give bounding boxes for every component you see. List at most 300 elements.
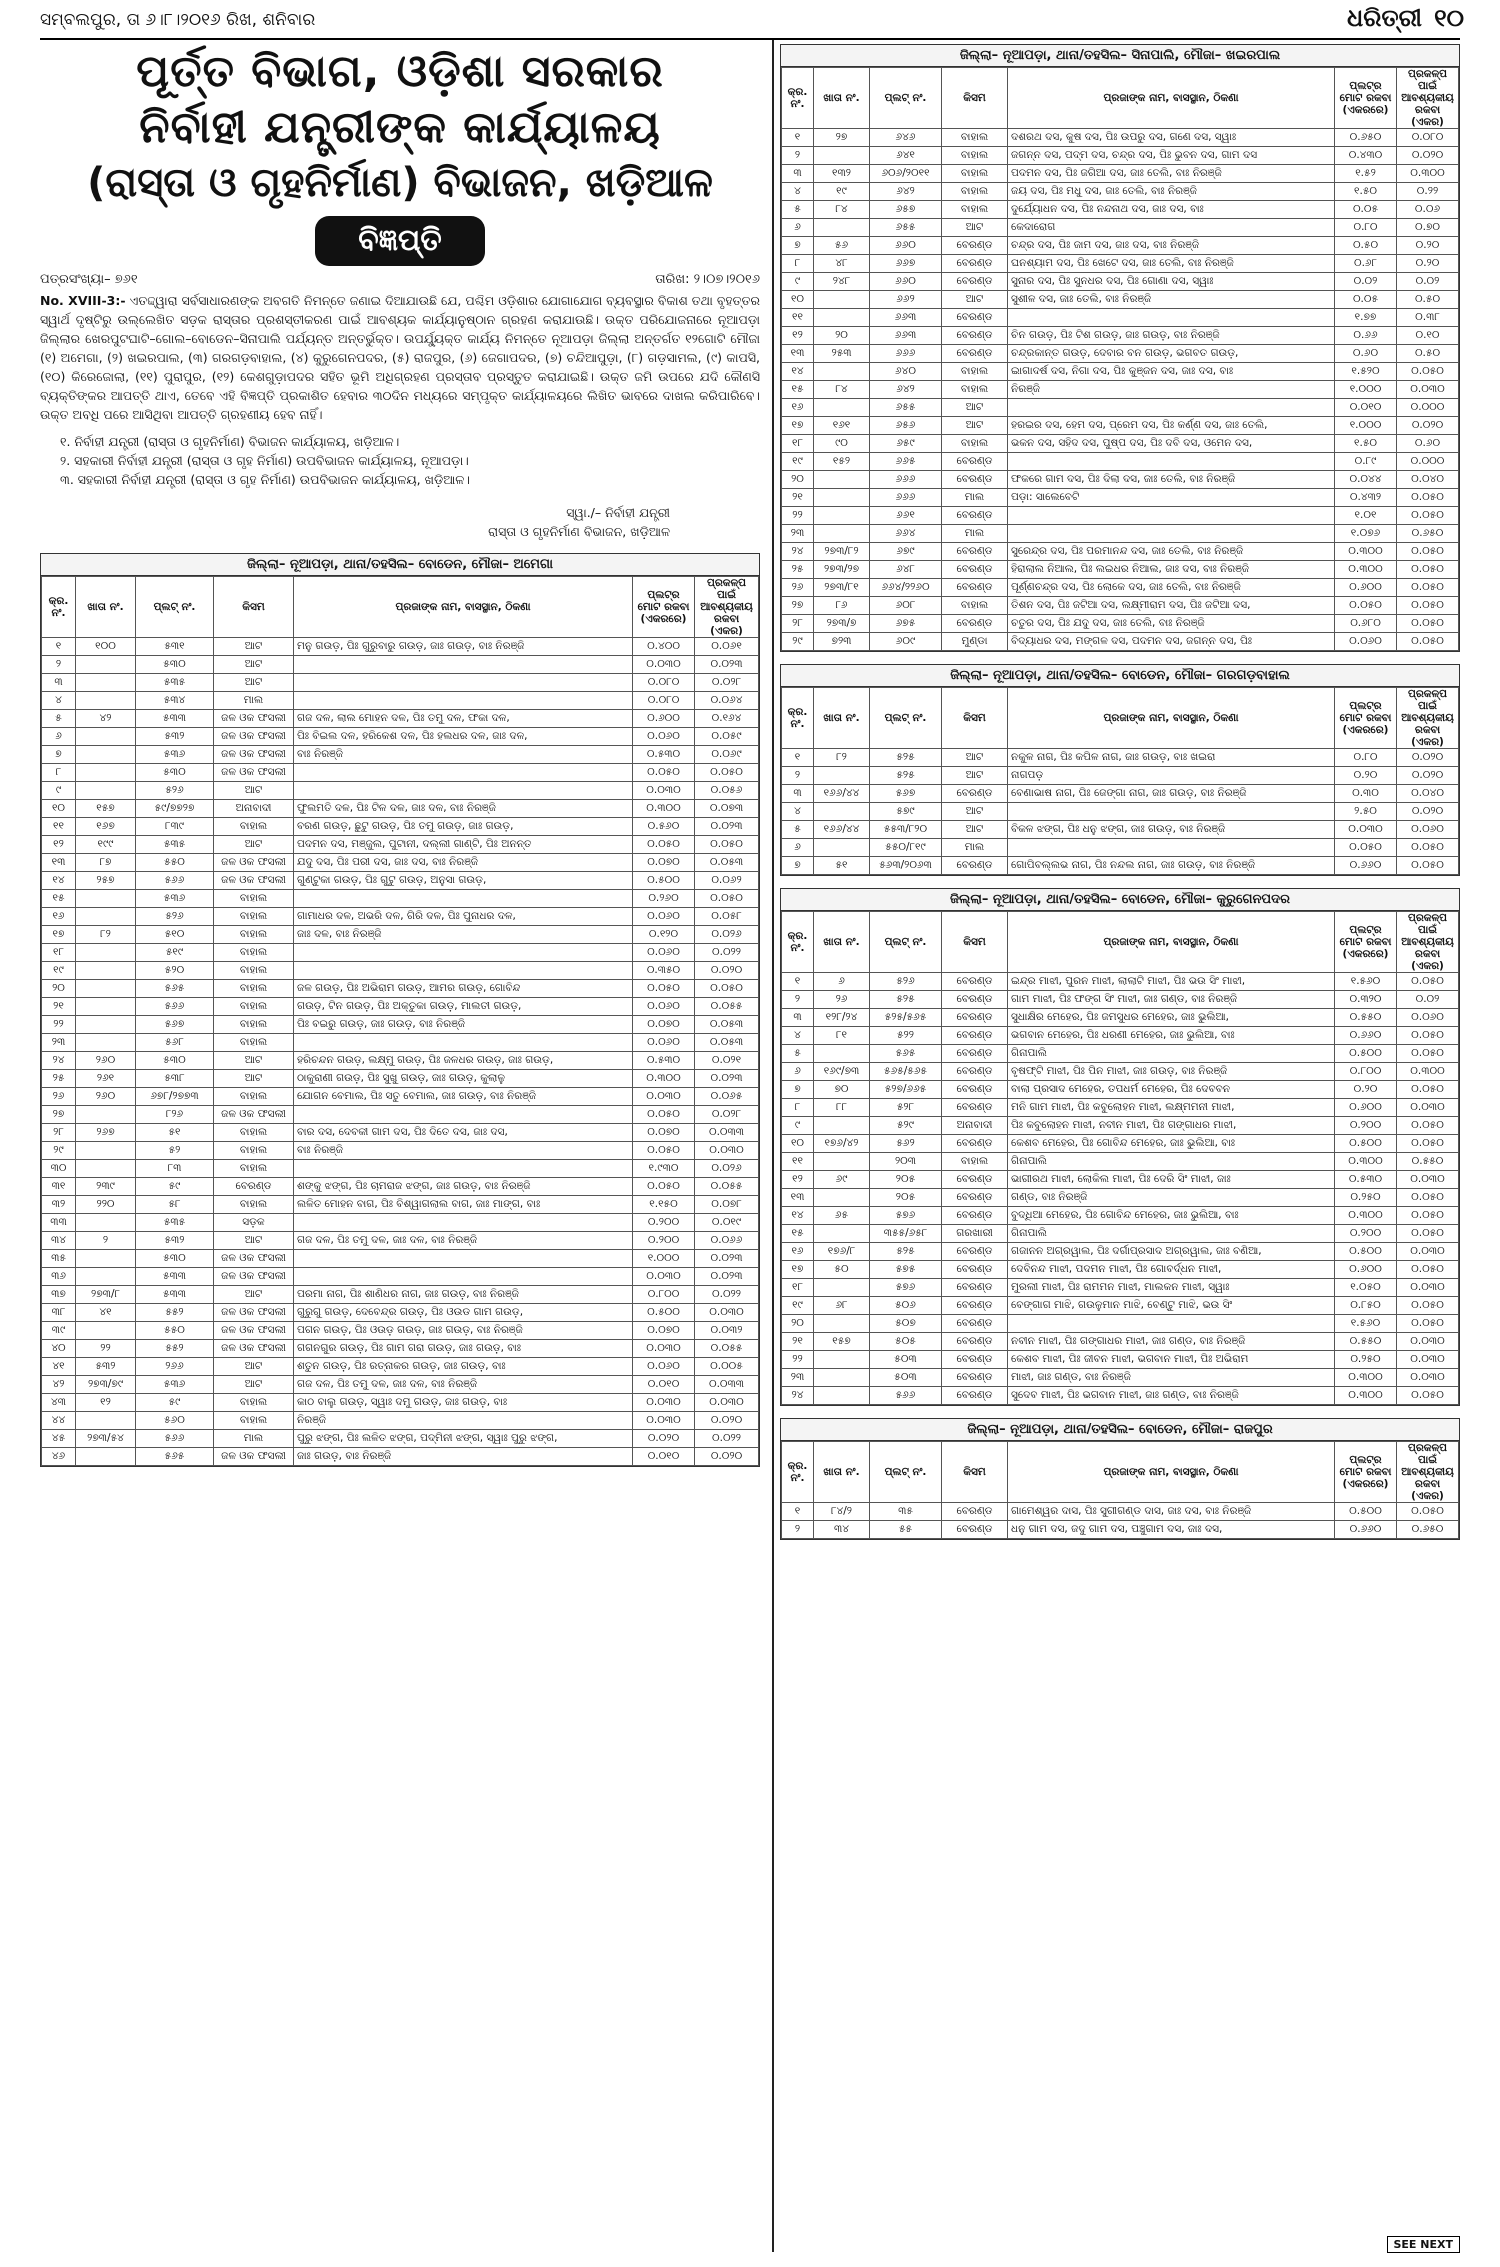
cell-acq: ୦.୦୩୦ <box>1397 1369 1459 1387</box>
cell-kisam: ଆଟ <box>942 417 1008 435</box>
cell-khata <box>814 219 870 237</box>
copy-list <box>60 432 760 489</box>
cell-owner: ଠାକୁରାଣୀ ଗଉଡ଼, ପିଃ ସୁଖୁ ଗଉଡ଼, ଜାଃ ଗଉଡ଼, କୁଲାଳୁ <box>294 1070 633 1088</box>
cell-owner: ଗୋପିବଲ୍ଲଭ ନାଗ, ପିଃ ନନ୍ଦଲ ନାଗ, ଜାଃ ଗଉଡ଼, ବାଃ ନିରଞ୍ଜି <box>1008 857 1335 875</box>
table-row <box>782 1333 1459 1351</box>
table-row <box>782 1261 1459 1279</box>
cell-area: ୧.୦୫୦ <box>1335 1279 1397 1297</box>
cell-plot: ୫୬୬ <box>870 1387 942 1405</box>
cell-plot: ୫୬୬ <box>136 998 214 1016</box>
cell-acq: ୦.୦୫୮ <box>695 908 759 926</box>
cell-area: ୦.୫୦୦ <box>1335 1135 1397 1153</box>
table-row <box>782 785 1459 803</box>
col-khata: ଖାତା ନଂ. <box>814 688 870 749</box>
cell-owner <box>294 890 633 908</box>
cell-kisam: ବାହାଲ <box>214 998 294 1016</box>
table-row <box>42 782 759 800</box>
table-row <box>42 854 759 872</box>
cell-khata: ୮୪ <box>814 201 870 219</box>
cell-sl: ୨୭ <box>42 1106 76 1124</box>
cell-sl: ୪୧ <box>42 1358 76 1376</box>
cell-acq: ୦.୦୪୦ <box>1397 785 1459 803</box>
cell-owner: ଶଙ୍କୁ ଝଙ୍ଗ, ପିଃ ଚାମରାଜ ଝଙ୍ଗ, ଜାଃ ଗଉଡ଼, ବାଃ ନିରଞ୍ଜି <box>294 1178 633 1196</box>
col-acquire-area: ପ୍ରକଳ୍ପ ପାଇଁ ଆବଶ୍ୟକୀୟ ରକବା (ଏକର) <box>1397 1442 1459 1503</box>
cell-area: ୦.୦୬୦ <box>633 944 695 962</box>
cell-plot: ୬୦୯ <box>870 633 942 651</box>
cell-sl: ୨୯ <box>782 633 814 651</box>
cell-sl: ୩୮ <box>42 1304 76 1322</box>
cell-plot: ୮୩ <box>136 1160 214 1178</box>
cell-area: ୦.୮୯ <box>1335 453 1397 471</box>
cell-plot: ୬୬୪ <box>870 525 942 543</box>
page-number: ୧୦ <box>1434 4 1464 32</box>
cell-owner: ବରଣ ଗଉଡ଼, ଛୁଟୁ ଗଉଡ଼, ପିଃ ତମୁ ଗଉଡ଼, ଜାଃ ଗଉଡ଼, <box>294 818 633 836</box>
cell-sl: ୭ <box>782 237 814 255</box>
cell-area: ୦.୦୫୦ <box>633 836 695 854</box>
table-row <box>782 507 1459 525</box>
cell-acq: ୦.୦୨୦ <box>695 1448 759 1466</box>
cell-plot: ୬୬୩ <box>870 309 942 327</box>
cell-plot: ୫୧ <box>136 1124 214 1142</box>
col-plot: ପ୍ଲଟ୍ ନଂ. <box>870 688 942 749</box>
cell-sl: ୨୧ <box>42 998 76 1016</box>
cell-acq: ୦.୦୫୦ <box>1397 543 1459 561</box>
cell-sl: ୩ <box>782 785 814 803</box>
cell-khata <box>814 147 870 165</box>
table-row <box>42 872 759 890</box>
cell-plot: ୬୬୬ <box>870 345 942 363</box>
ref-number: ପତ୍ରସଂଖ୍ୟା– ୭୬୧ <box>40 272 138 287</box>
cell-plot: ୫୬୭ <box>136 1016 214 1034</box>
cell-kisam: ବାହାଲ <box>942 381 1008 399</box>
cell-acq: ୦.୦୫୦ <box>1397 579 1459 597</box>
right-column <box>780 44 1460 1540</box>
cell-sl: ୧୫ <box>782 381 814 399</box>
cell-sl: ୯ <box>42 782 76 800</box>
cell-khata <box>76 1160 136 1178</box>
cell-acq: ୦.୬୫୦ <box>1397 1521 1459 1539</box>
cell-khata <box>76 1142 136 1160</box>
cell-kisam: ବେରଣ୍ଡ <box>942 561 1008 579</box>
cell-area: ୧.୦୧ <box>1335 507 1397 525</box>
cell-area: ୦.୪୩୨ <box>1335 489 1397 507</box>
table-row <box>782 1171 1459 1189</box>
table-row <box>42 1142 759 1160</box>
cell-kisam: ଆଟ <box>214 674 294 692</box>
cell-plot: ୨୦୫ <box>870 1171 942 1189</box>
cell-owner <box>294 1250 633 1268</box>
cell-sl: ୧୮ <box>42 944 76 962</box>
cell-kisam: ଆଟ <box>214 1070 294 1088</box>
cell-kisam: ବାହାଲ <box>214 980 294 998</box>
table-row <box>782 417 1459 435</box>
cell-khata <box>76 1250 136 1268</box>
cell-acq: ୦.୦୫୦ <box>1397 973 1459 991</box>
cell-sl: ୧୧ <box>782 1153 814 1171</box>
cell-area: ୦.୦୭୦ <box>633 1124 695 1142</box>
table-row <box>782 1315 1459 1333</box>
cell-plot: ୫୦୭ <box>870 1315 942 1333</box>
cell-khata: ୧୯ <box>814 183 870 201</box>
cell-plot: ୫୩୩ <box>136 1268 214 1286</box>
table-row <box>782 1521 1459 1539</box>
notice-title-line2: ନିର୍ବାହୀ ଯନ୍ତ୍ରୀଙ୍କ କାର୍ଯ୍ୟାଳୟ <box>139 102 661 153</box>
cell-area: ୦.୦୮୦ <box>633 674 695 692</box>
cell-kisam: ଆଟ <box>214 782 294 800</box>
table-header-row <box>42 577 759 638</box>
table-row <box>42 1286 759 1304</box>
section-kuruganpadar <box>780 888 1460 1406</box>
table-row <box>782 1207 1459 1225</box>
cell-plot: ୫୩୨ <box>136 728 214 746</box>
cell-acq: ୦.୦୨୦ <box>1397 803 1459 821</box>
cell-sl: ୪ <box>42 692 76 710</box>
cell-acq: ୦.୦୫୦ <box>1397 1503 1459 1521</box>
cell-plot: ୫୩୬ <box>136 1376 214 1394</box>
cell-owner: ଦେବିନନ୍ଦ ମାଝୀ, ପଦମନ ମାଝୀ, ପିଃ ଗୋବର୍ଦ୍ଧନ ମାଝୀ, <box>1008 1261 1335 1279</box>
cell-khata: ୨୬୭ <box>76 1124 136 1142</box>
cell-area: ୦.୦୫୦ <box>633 1106 695 1124</box>
cell-khata: ୨ <box>76 1232 136 1250</box>
table-row <box>782 615 1459 633</box>
cell-sl: ୭ <box>42 746 76 764</box>
cell-plot: ୫୭୬ <box>870 1207 942 1225</box>
cell-kisam: ବେରଣ୍ଡ <box>942 615 1008 633</box>
cell-plot: ୫୩୮ <box>136 1070 214 1088</box>
cell-khata: ୨୭୩/୫୪ <box>76 1430 136 1448</box>
table-row <box>42 800 759 818</box>
cell-owner: ବିକଳ ଝଙ୍ଗ, ପିଃ ଧନୁ ଝଙ୍ଗ, ଜାଃ ଗଉଡ଼, ବାଃ ନିରଞ୍ଜି <box>1008 821 1335 839</box>
col-khata: ଖାତା ନଂ. <box>76 577 136 638</box>
cell-owner: ପିଃ କବୁଲୋହନ ମାଝୀ, ନବୀନ ମାଝୀ, ପିଃ ଗଙ୍ଗାଧର ମାଝୀ, <box>1008 1117 1335 1135</box>
cell-acq: ୦.୦୫୦ <box>1397 597 1459 615</box>
cell-khata <box>76 1448 136 1466</box>
cell-sl: ୬ <box>782 1063 814 1081</box>
table-row <box>42 1430 759 1448</box>
cell-sl: ୨୩ <box>42 1034 76 1052</box>
cell-area: ୦.୨୦ <box>1335 767 1397 785</box>
cell-acq: ୦.୦୫୬ <box>695 782 759 800</box>
cell-acq: ୦.୦୫୦ <box>1397 1135 1459 1153</box>
cell-plot: ୬୦୮ <box>870 597 942 615</box>
cell-owner <box>1008 525 1335 543</box>
table-row <box>782 147 1459 165</box>
table-row <box>42 890 759 908</box>
cell-area: ୦.୫୬୦ <box>633 818 695 836</box>
table-row <box>782 1369 1459 1387</box>
col-khata: ଖାତା ନଂ. <box>814 1442 870 1503</box>
cell-area: ୦.୦୭୦ <box>633 1322 695 1340</box>
table-row <box>42 926 759 944</box>
col-sl: କ୍ର. ନଂ. <box>782 912 814 973</box>
cell-area: ୦.୩୦୦ <box>1335 1369 1397 1387</box>
cell-khata: ୨୬୦ <box>76 1052 136 1070</box>
cell-sl: ୬ <box>42 728 76 746</box>
land-table-khairpal <box>781 67 1459 651</box>
cell-sl: ୨୮ <box>782 615 814 633</box>
masthead <box>0 0 1500 38</box>
cell-sl: ୨୨ <box>782 507 814 525</box>
cell-acq: ୦.୦୩୩ <box>695 1376 759 1394</box>
col-plot: ପ୍ଲଟ୍ ନଂ. <box>870 1442 942 1503</box>
cell-owner: କେଦାରୋଗ <box>1008 219 1335 237</box>
section-title: ଜିଲ୍ଲା– ନୂଆପଡ଼ା, ଥାନା/ତହସିଲ– ସିନାପାଲି, ମୌଜା– ଖଇରପାଲ <box>781 45 1459 67</box>
cell-acq: ୦.୦୬୦ <box>1397 821 1459 839</box>
cell-acq: ୦.୦୨୮ <box>695 1106 759 1124</box>
cell-khata: ୮୧ <box>814 1027 870 1045</box>
cell-owner: ନିରଞ୍ଜି <box>294 1412 633 1430</box>
cell-plot: ୬୪୨ <box>870 381 942 399</box>
cell-area: ୧.୫୨୦ <box>1335 363 1397 381</box>
cell-sl: ୬ <box>782 219 814 237</box>
cell-kisam: ଜଳ ଓକ ଫସଲୀ <box>214 1250 294 1268</box>
cell-khata: ୨୫୭ <box>76 872 136 890</box>
cell-sl: ୨୭ <box>782 597 814 615</box>
cell-owner: ସୁଧାକ୍ଷିର ମେହେର, ପିଃ ଜମସୁଧର ମେହେର, ଜାଃ ଭୁଲିଆ, <box>1008 1009 1335 1027</box>
cell-sl: ୧୮ <box>782 435 814 453</box>
cell-sl: ୨୫ <box>782 561 814 579</box>
cell-acq: ୦.୦୫୦ <box>1397 1081 1459 1099</box>
cell-plot: ୫୫୦ <box>136 1322 214 1340</box>
table-row <box>782 803 1459 821</box>
cell-area: ୦.୦୧୦ <box>633 1376 695 1394</box>
cell-plot: ୫୨୭/୬୬୫ <box>870 1081 942 1099</box>
cell-khata <box>814 803 870 821</box>
cell-owner: ଗୁଣ୍ଟୁକା ଗଉଡ଼, ପିଃ ଗୁଟୁ ଗଉଡ଼, ଅନୁସା ଗଉଡ଼, <box>294 872 633 890</box>
cell-sl: ୩ <box>42 674 76 692</box>
cell-sl: ୪୪ <box>42 1412 76 1430</box>
cell-khata: ୨୬୧ <box>76 1070 136 1088</box>
cell-acq: ୦.୦୨୦ <box>1397 417 1459 435</box>
cell-khata <box>814 1315 870 1333</box>
cell-acq: ୦.୦୭୮ <box>695 1196 759 1214</box>
table-row <box>42 1124 759 1142</box>
cell-sl: ୩୩ <box>42 1214 76 1232</box>
table-row <box>782 345 1459 363</box>
col-sl: କ୍ର. ନଂ. <box>782 1442 814 1503</box>
cell-area: ୦.୦୩୦ <box>633 1340 695 1358</box>
cell-area: ୦.୦୫୦ <box>633 1142 695 1160</box>
cell-khata <box>76 692 136 710</box>
cell-area: ୦.୦୫୦ <box>633 1178 695 1196</box>
col-plot: ପ୍ଲଟ୍ ନଂ. <box>870 68 942 129</box>
cell-area: ୦.୦୮୦ <box>633 692 695 710</box>
table-row <box>782 1297 1459 1315</box>
cell-plot: ୬୪୦ <box>870 363 942 381</box>
cell-kisam: ଜଳ ଓକ ଫସଲୀ <box>214 1268 294 1286</box>
cell-area: ୦.୫୦୦ <box>1335 1243 1397 1261</box>
cell-sl: ୩୦ <box>42 1160 76 1178</box>
col-acquire-area: ପ୍ରକଳ୍ପ ପାଇଁ ଆବଶ୍ୟକୀୟ ରକବା (ଏକର) <box>1397 912 1459 973</box>
cell-plot: ୫୭୬ <box>870 1279 942 1297</box>
table-row <box>782 749 1459 767</box>
cell-khata: ୧୬୧ <box>814 417 870 435</box>
cell-acq: ୦.୦୫୦ <box>1397 1261 1459 1279</box>
cell-plot: ୫୮ <box>136 1196 214 1214</box>
cell-plot: ୫୫ <box>870 1521 942 1539</box>
cell-kisam: ବେରଣ୍ଡ <box>942 1189 1008 1207</box>
cell-sl: ୫ <box>782 1045 814 1063</box>
table-row <box>42 764 759 782</box>
col-kisam: କିସମ <box>942 912 1008 973</box>
cell-area: ୦.୫୩୦ <box>633 746 695 764</box>
cell-acq: ୦.୦୬ <box>1397 201 1459 219</box>
cell-plot: ୫୦୫ <box>870 1333 942 1351</box>
cell-acq: ୦.୦୫୦ <box>695 836 759 854</box>
cell-acq: ୦.୦୫୦ <box>1397 1387 1459 1405</box>
cell-sl: ୧୭ <box>782 1261 814 1279</box>
cell-sl: ୧୬ <box>782 399 814 417</box>
cell-plot: ୬୦୬/୨୦୧୧ <box>870 165 942 183</box>
cell-kisam: ବାହାଲ <box>942 363 1008 381</box>
cell-area: ୦.୨୫୦ <box>1335 1189 1397 1207</box>
cell-area: ୦.୨୦୦ <box>633 1232 695 1250</box>
cell-khata: ୨୪୮ <box>814 273 870 291</box>
table-row <box>782 1117 1459 1135</box>
cell-area: ୧.୯୩୦ <box>633 1160 695 1178</box>
table-row <box>42 908 759 926</box>
cell-khata: ୨୬ <box>814 991 870 1009</box>
cell-khata: ୧୫୨ <box>814 453 870 471</box>
cell-plot: ୬୬୬ <box>870 489 942 507</box>
cell-khata: ୭୨୩ <box>814 633 870 651</box>
table-row <box>782 543 1459 561</box>
cell-plot: ୫୫୦/୮୧୯ <box>870 839 942 857</box>
cell-sl: ୨ <box>782 147 814 165</box>
cell-khata: ୧୨୮/୨୪ <box>814 1009 870 1027</box>
cell-plot: ୩୫ <box>870 1503 942 1521</box>
cell-kisam: ଆଟ <box>214 1052 294 1070</box>
cell-kisam: ବାହାଲ <box>214 926 294 944</box>
cell-khata <box>814 525 870 543</box>
cell-plot: ୬୬୭ <box>870 255 942 273</box>
cell-area: ୦.୬୬୦ <box>1335 1027 1397 1045</box>
col-acquire-area: ପ୍ରକଳ୍ପ ପାଇଁ ଆବଶ୍ୟକୀୟ ରକବା (ଏକର) <box>695 577 759 638</box>
cell-khata: ୪୮ <box>814 255 870 273</box>
cell-plot: ୬୬୬ <box>870 471 942 489</box>
cell-khata: ୨୭୩/୭ <box>814 615 870 633</box>
cell-plot: ୫୨୬ <box>136 782 214 800</box>
table-row <box>782 399 1459 417</box>
cell-acq: ୦.୦୪୦ <box>1397 471 1459 489</box>
table-row <box>782 129 1459 147</box>
cell-sl: ୨୦ <box>782 471 814 489</box>
table-row <box>42 1304 759 1322</box>
cell-kisam: ବାହାଲ <box>214 944 294 962</box>
cell-area: ୦.୦୩୦ <box>633 656 695 674</box>
cell-area: ୦.୨୦୦ <box>1335 1117 1397 1135</box>
table-row <box>782 471 1459 489</box>
cell-khata: ୮୪/୨ <box>814 1503 870 1521</box>
cell-owner: କେଶବ ମେହେର, ପିଃ ଗୋବିନ୍ଦ ମେହେର, ଜାଃ ଭୁଲିଆ, ବାଃ <box>1008 1135 1335 1153</box>
table-row <box>782 1099 1459 1117</box>
col-kisam: କିସମ <box>942 1442 1008 1503</box>
cell-khata <box>814 291 870 309</box>
cell-khata: ୫୧ <box>814 857 870 875</box>
table-row <box>42 1232 759 1250</box>
cell-acq: ୦.୦୨ <box>1397 273 1459 291</box>
cell-area: ୦.୦୩୦ <box>633 782 695 800</box>
cell-acq: ୦.୦୮୦ <box>1397 129 1459 147</box>
cell-area: ୦.୦୨ <box>1335 273 1397 291</box>
cell-kisam: ଜଳ ଓକ ଫସଲୀ <box>214 728 294 746</box>
cell-sl: ୨ <box>42 656 76 674</box>
cell-kisam: ଆଟ <box>214 1232 294 1250</box>
cell-acq: ୦.୦୫୦ <box>695 890 759 908</box>
table-row <box>782 561 1459 579</box>
cell-owner: ଚନ୍ଦ୍ରକାନ୍ତ ଗଉଡ଼, ଦେବାର ବନ ଗଉଡ଼, ଭଗବତ ଗଉଡ଼, <box>1008 345 1335 363</box>
cell-acq: ୦.୦୫୦ <box>1397 363 1459 381</box>
table-row <box>42 1376 759 1394</box>
cell-acq: ୦.୦୩୦ <box>1397 381 1459 399</box>
cell-kisam: ବେରଣ୍ଡ <box>942 991 1008 1009</box>
cell-sl: ୪୬ <box>42 1448 76 1466</box>
col-acquire-area: ପ୍ରକଳ୍ପ ପାଇଁ ଆବଶ୍ୟକୀୟ ରକବା (ଏକର) <box>1397 68 1459 129</box>
cell-kisam: ବେରଣ୍ଡ <box>942 1351 1008 1369</box>
cell-kisam: ବେରଣ୍ଡ <box>942 1297 1008 1315</box>
cell-khata <box>76 1106 136 1124</box>
cell-owner: ଗାମ ମାଝୀ, ପିଃ ଫଙ୍ଗ ସିଂ ମାଝୀ, ଜାଃ ଗଣ୍ଡ, ବାଃ ନିରଞ୍ଜି <box>1008 991 1335 1009</box>
cell-kisam: ବେରଣ୍ଡ <box>942 1369 1008 1387</box>
cell-kisam: ବେରଣ୍ଡ <box>942 1521 1008 1539</box>
cell-plot: ୨୦୫ <box>870 1189 942 1207</box>
table-row <box>42 1340 759 1358</box>
cell-sl: ୧ <box>42 638 76 656</box>
cell-sl: ୩୧ <box>42 1178 76 1196</box>
cell-owner: ପୁରୁ ଝଙ୍ଗ, ପିଃ ଲଳିତ ଝଙ୍ଗ, ପଦ୍ମିନୀ ଝଙ୍ଗ, ସ୍ୱାଃ ପୁରୁ ଝଙ୍ଗ, <box>294 1430 633 1448</box>
land-table-gargadbahal <box>781 687 1459 875</box>
cell-owner: ମନି ଗାମ ମାଝୀ, ପିଃ କବୁଲୋହନ ମାଝୀ, ଲକ୍ଷ୍ମମନୀ ମାଝୀ, <box>1008 1099 1335 1117</box>
cell-area: ୦.୬୮ <box>1335 255 1397 273</box>
cell-acq: ୦.୫୫୦ <box>1397 1153 1459 1171</box>
cell-plot: ୬୫୫ <box>870 219 942 237</box>
table-row <box>782 991 1459 1009</box>
cell-kisam: ବେରଣ୍ଡ <box>942 1261 1008 1279</box>
cell-area: ୦.୩୦୦ <box>1335 561 1397 579</box>
cell-area: ୦.୫୦୦ <box>633 872 695 890</box>
cell-kisam: ବାହାଲ <box>214 1124 294 1142</box>
cell-plot: ୫୦୩ <box>870 1369 942 1387</box>
cell-owner: ପୂର୍ଣ୍ଣଚନ୍ଦ୍ର ଦସ, ପିଃ ଲୋକେ ଦସ, ଜାଃ ତେଲି, ବାଃ ନିରଞ୍ଜି <box>1008 579 1335 597</box>
col-total-area: ପ୍ଲଟ୍‌ର ମୋଟ ରକବା (ଏକରରେ) <box>1335 1442 1397 1503</box>
cell-sl: ୨ <box>782 767 814 785</box>
cell-plot: ୫୬୫/୫୬୫ <box>870 1063 942 1081</box>
cell-area: ୦.୦୪୪ <box>1335 471 1397 489</box>
cell-area: ୦.୨୬୦ <box>633 890 695 908</box>
cell-acq: ୦.୦୬୦ <box>1397 1009 1459 1027</box>
cell-plot: ୫୨୬ <box>136 908 214 926</box>
cell-plot: ୫୭୫ <box>870 1261 942 1279</box>
cell-area: ୦.୫୦୦ <box>633 1304 695 1322</box>
cell-area: ୦.୬୦୦ <box>1335 579 1397 597</box>
cell-khata: ୧୩୨ <box>814 165 870 183</box>
cell-owner: ଗିନାପାଲି <box>1008 1153 1335 1171</box>
cell-area: ୦.୧୨୦ <box>633 926 695 944</box>
cell-sl: ୮ <box>782 1099 814 1117</box>
cell-acq: ୦.୦୫୦ <box>1397 507 1459 525</box>
cell-acq: ୦.୦୫୦ <box>1397 489 1459 507</box>
cell-kisam: ବେରଣ୍ଡ <box>942 1081 1008 1099</box>
cell-kisam: ବାହାଲ <box>214 890 294 908</box>
cell-acq: ୦.୦୫୫ <box>695 1178 759 1196</box>
cell-acq: ୦.୩୮ <box>1397 309 1459 327</box>
cell-khata: ୨୭୩/୮୨ <box>814 543 870 561</box>
cell-khata: ୪୧ <box>76 1304 136 1322</box>
cell-plot: ୫୩୩ <box>136 710 214 728</box>
cell-acq: ୦.୦୨୦ <box>1397 749 1459 767</box>
cell-kisam: ବାହାଲ <box>214 1034 294 1052</box>
table-row <box>782 1081 1459 1099</box>
